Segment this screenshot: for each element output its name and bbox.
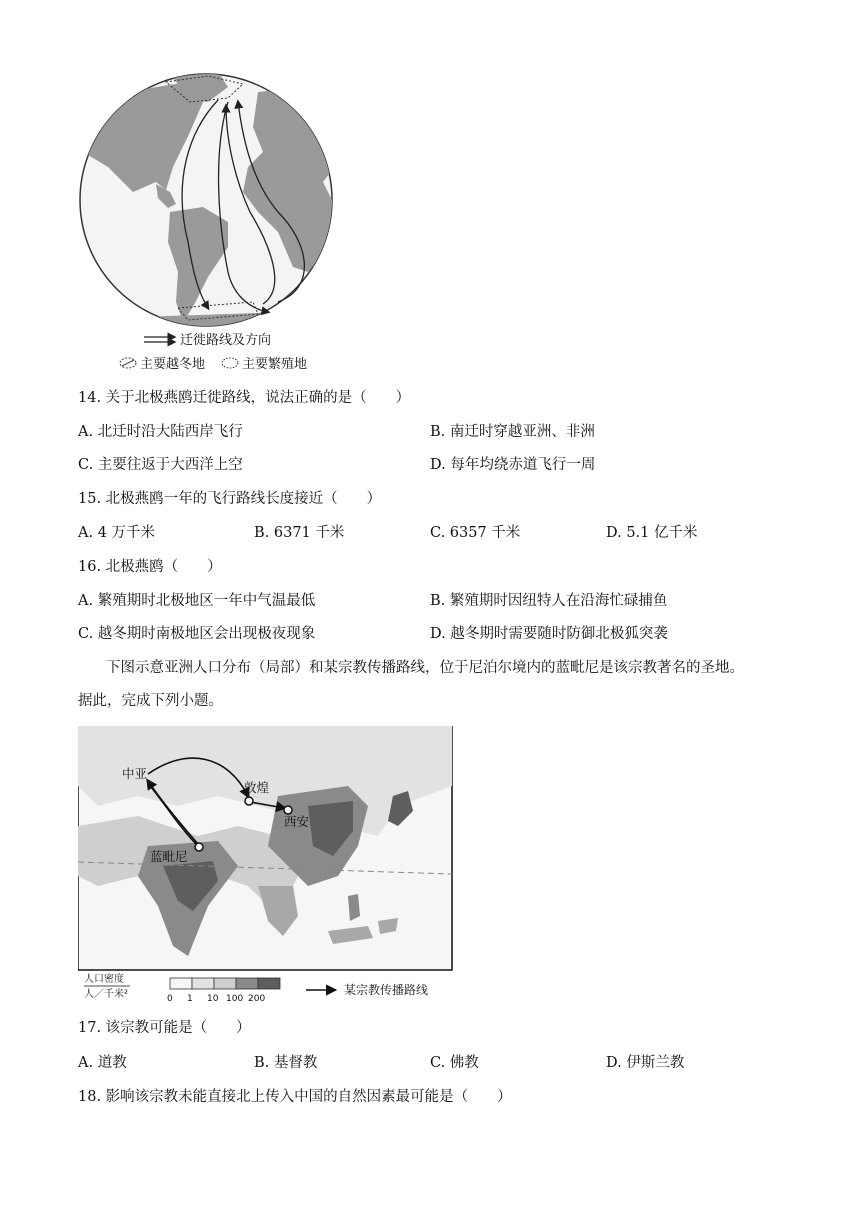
legend-route-label: 迁徙路线及方向 (180, 333, 272, 348)
q16-option-a: A. 繁殖期时北极地区一年中气温最低 (78, 593, 316, 609)
globe-migration-figure (78, 72, 338, 372)
question-15-stem: 15. 北极燕鸥一年的飞行路线长度接近（ ） (78, 491, 382, 507)
legend-density-title: 人口密度 (84, 974, 124, 985)
question-17-stem: 17. 该宗教可能是（ ） (78, 1020, 251, 1036)
q16-option-b: B. 繁殖期时因纽特人在沿海忙碌捕鱼 (430, 593, 668, 609)
q16-option-d: D. 越冬期时需要随时防御北极狐突袭 (430, 626, 668, 642)
q17-option-d: D. 伊斯兰教 (606, 1055, 685, 1071)
question-18-stem: 18. 影响该宗教未能直接北上传入中国的自然因素最可能是（ ） (78, 1089, 512, 1105)
q15-option-c: C. 6357 千米 (430, 525, 521, 541)
intro-line-2: 据此，完成下列小题。 (78, 693, 223, 709)
legend-tick-2: 10 (207, 994, 219, 1004)
legend-tick-0: 0 (167, 994, 173, 1004)
q14-option-b: B. 南迁时穿越亚洲、非洲 (430, 424, 595, 440)
q14-option-a: A. 北迁时沿大陆西岸飞行 (78, 424, 243, 440)
label-lumbini: 蓝毗尼 (150, 849, 188, 864)
legend-tick-1: 1 (187, 994, 193, 1004)
q14-option-c: C. 主要往返于大西洋上空 (78, 457, 243, 473)
legend-tick-3: 100 (226, 994, 244, 1004)
q14-option-d: D. 每年均绕赤道飞行一周 (430, 457, 596, 473)
legend-tick-4: 200 (248, 994, 266, 1004)
question-14-stem: 14. 关于北极燕鸥迁徙路线，说法正确的是（ ） (78, 390, 411, 406)
legend-route-label: 某宗教传播路线 (344, 983, 429, 997)
asia-population-map (78, 726, 458, 1006)
question-16-stem: 16. 北极燕鸥（ ） (78, 559, 222, 575)
globe-legend (120, 332, 307, 372)
map-legend (84, 972, 428, 1004)
q17-option-b: B. 基督教 (254, 1055, 318, 1071)
legend-wintering-label: 主要越冬地 (140, 357, 206, 372)
q15-option-b: B. 6371 千米 (254, 525, 345, 541)
q15-option-a: A. 4 万千米 (78, 525, 156, 541)
legend-breeding-label: 主要繁殖地 (242, 357, 308, 372)
q15-option-d: D. 5.1 亿千米 (606, 525, 698, 541)
label-xian: 西安 (284, 814, 310, 829)
q17-option-a: A. 道教 (78, 1055, 127, 1071)
intro-line-1: 下图示意亚洲人口分布（局部）和某宗教传播路线，位于尼泊尔境内的蓝毗尼是该宗教著名的圣地。 (106, 660, 744, 676)
label-dunhuang: 敦煌 (244, 780, 270, 795)
q16-option-c: C. 越冬期时南极地区会出现极夜现象 (78, 626, 316, 642)
legend-density-unit: 人／千米² (84, 989, 129, 1000)
label-central-asia: 中亚 (122, 766, 148, 781)
q17-option-c: C. 佛教 (430, 1055, 479, 1071)
